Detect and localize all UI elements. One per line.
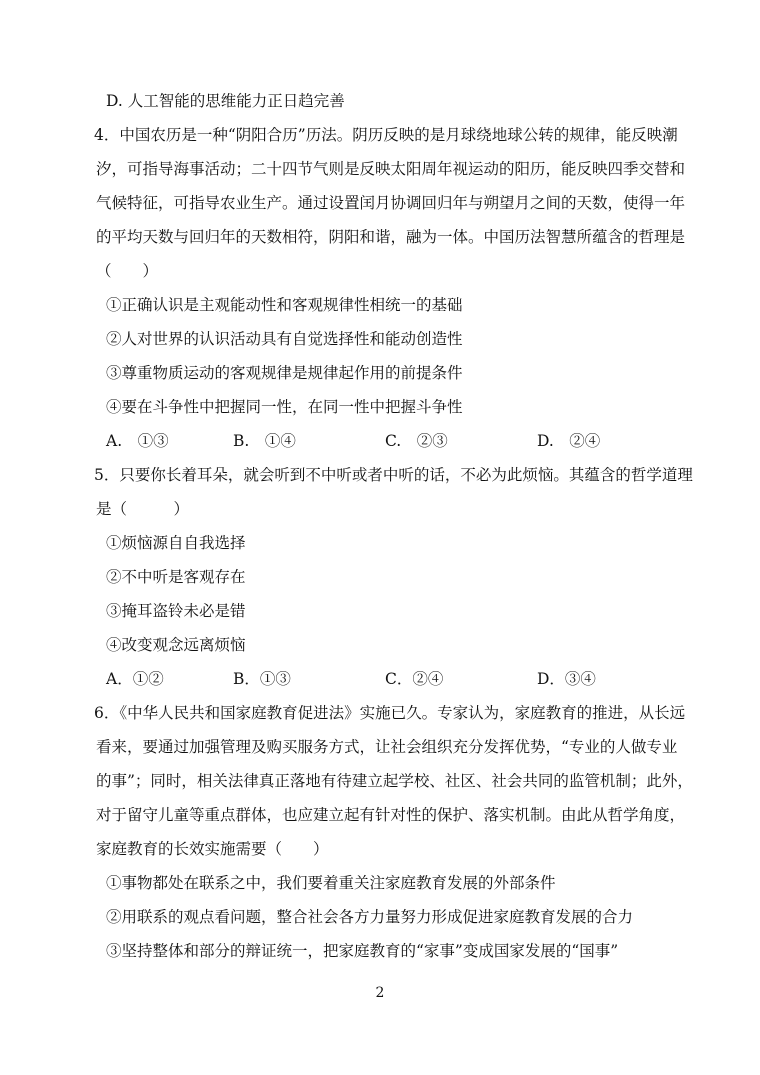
q6-statement-1: ①事物都处在联系之中，我们要着重关注家庭教育发展的外部条件 [106, 874, 556, 892]
q4-stem-line: 气候特征，可指导农业生产。通过设置闰月协调回归年与朔望月之间的天数，使得一年 [96, 194, 686, 212]
q4-statement-4: ④要在斗争性中把握同一性，在同一性中把握斗争性 [106, 398, 463, 416]
q4-choice-a: A. ①③ [106, 432, 169, 450]
q6-stem-line: 看来，要通过加强管理及购买服务方式，让社会组织充分发挥优势，“专业的人做专业 [96, 738, 678, 756]
q4-stem-line: 4．中国农历是一种“阴阳合历”历法。阴历反映的是月球绕地球公转的规律，能反映潮 [94, 126, 678, 144]
q4-statement-3: ③尊重物质运动的客观规律是规律起作用的前提条件 [106, 364, 463, 382]
q5-stem-line: 5．只要你长着耳朵，就会听到不中听或者中听的话，不必为此烦恼。其蕴含的哲学道理 [94, 466, 693, 484]
q5-statement-3: ③掩耳盗铃未必是错 [106, 602, 246, 620]
q5-statement-2: ②不中听是客观存在 [106, 568, 246, 586]
q5-statement-1: ①烦恼源自自我选择 [106, 534, 246, 552]
q5-stem-line: 是（ ） [96, 500, 190, 518]
q6-stem-line: 的事”；同时，相关法律真正落地有待建立起学校、社区、社会共同的监管机制；此外， [96, 772, 693, 790]
q6-stem-line: 家庭教育的长效实施需要（ ） [96, 840, 329, 858]
q5-choice-b: B．①③ [233, 670, 291, 688]
q4-stem-line: 汐，可指导海事活动；二十四节气则是反映太阳周年视运动的阳历，能反映四季交替和 [96, 160, 686, 178]
q4-statement-2: ②人对世界的认识活动具有自觉选择性和能动创造性 [106, 330, 463, 348]
q6-statement-3: ③坚持整体和部分的辩证统一，把家庭教育的“家事”变成国家发展的“国事” [106, 942, 619, 960]
q5-choice-d: D．③④ [537, 670, 596, 688]
q5-choice-c: C．②④ [385, 670, 444, 688]
q4-choice-b: B. ①④ [233, 432, 296, 450]
q6-statement-2: ②用联系的观点看问题，整合社会各方力量努力形成促进家庭教育发展的合力 [106, 908, 634, 926]
q6-stem-line: 6．《中华人民共和国家庭教育促进法》实施已久。专家认为，家庭教育的推进，从长远 [94, 704, 686, 722]
page-number: 2 [375, 985, 385, 1001]
q3-option-d: D. 人工智能的思维能力正日趋完善 [106, 92, 345, 110]
q4-choice-c: C. ②③ [385, 432, 448, 450]
q4-answer-bracket: （ ） [96, 262, 159, 280]
q4-choice-d: D. ②④ [537, 432, 601, 450]
q5-choice-a: A．①② [106, 670, 164, 688]
q6-stem-line: 对于留守儿童等重点群体，也应建立起有针对性的保护、落实机制。由此从哲学角度， [96, 806, 686, 824]
q5-statement-4: ④改变观念远离烦恼 [106, 636, 246, 654]
q4-stem-line: 的平均天数与回归年的天数相符，阴阳和谐，融为一体。中国历法智慧所蕴含的哲理是 [96, 228, 686, 246]
q4-statement-1: ①正确认识是主观能动性和客观规律性相统一的基础 [106, 296, 463, 314]
